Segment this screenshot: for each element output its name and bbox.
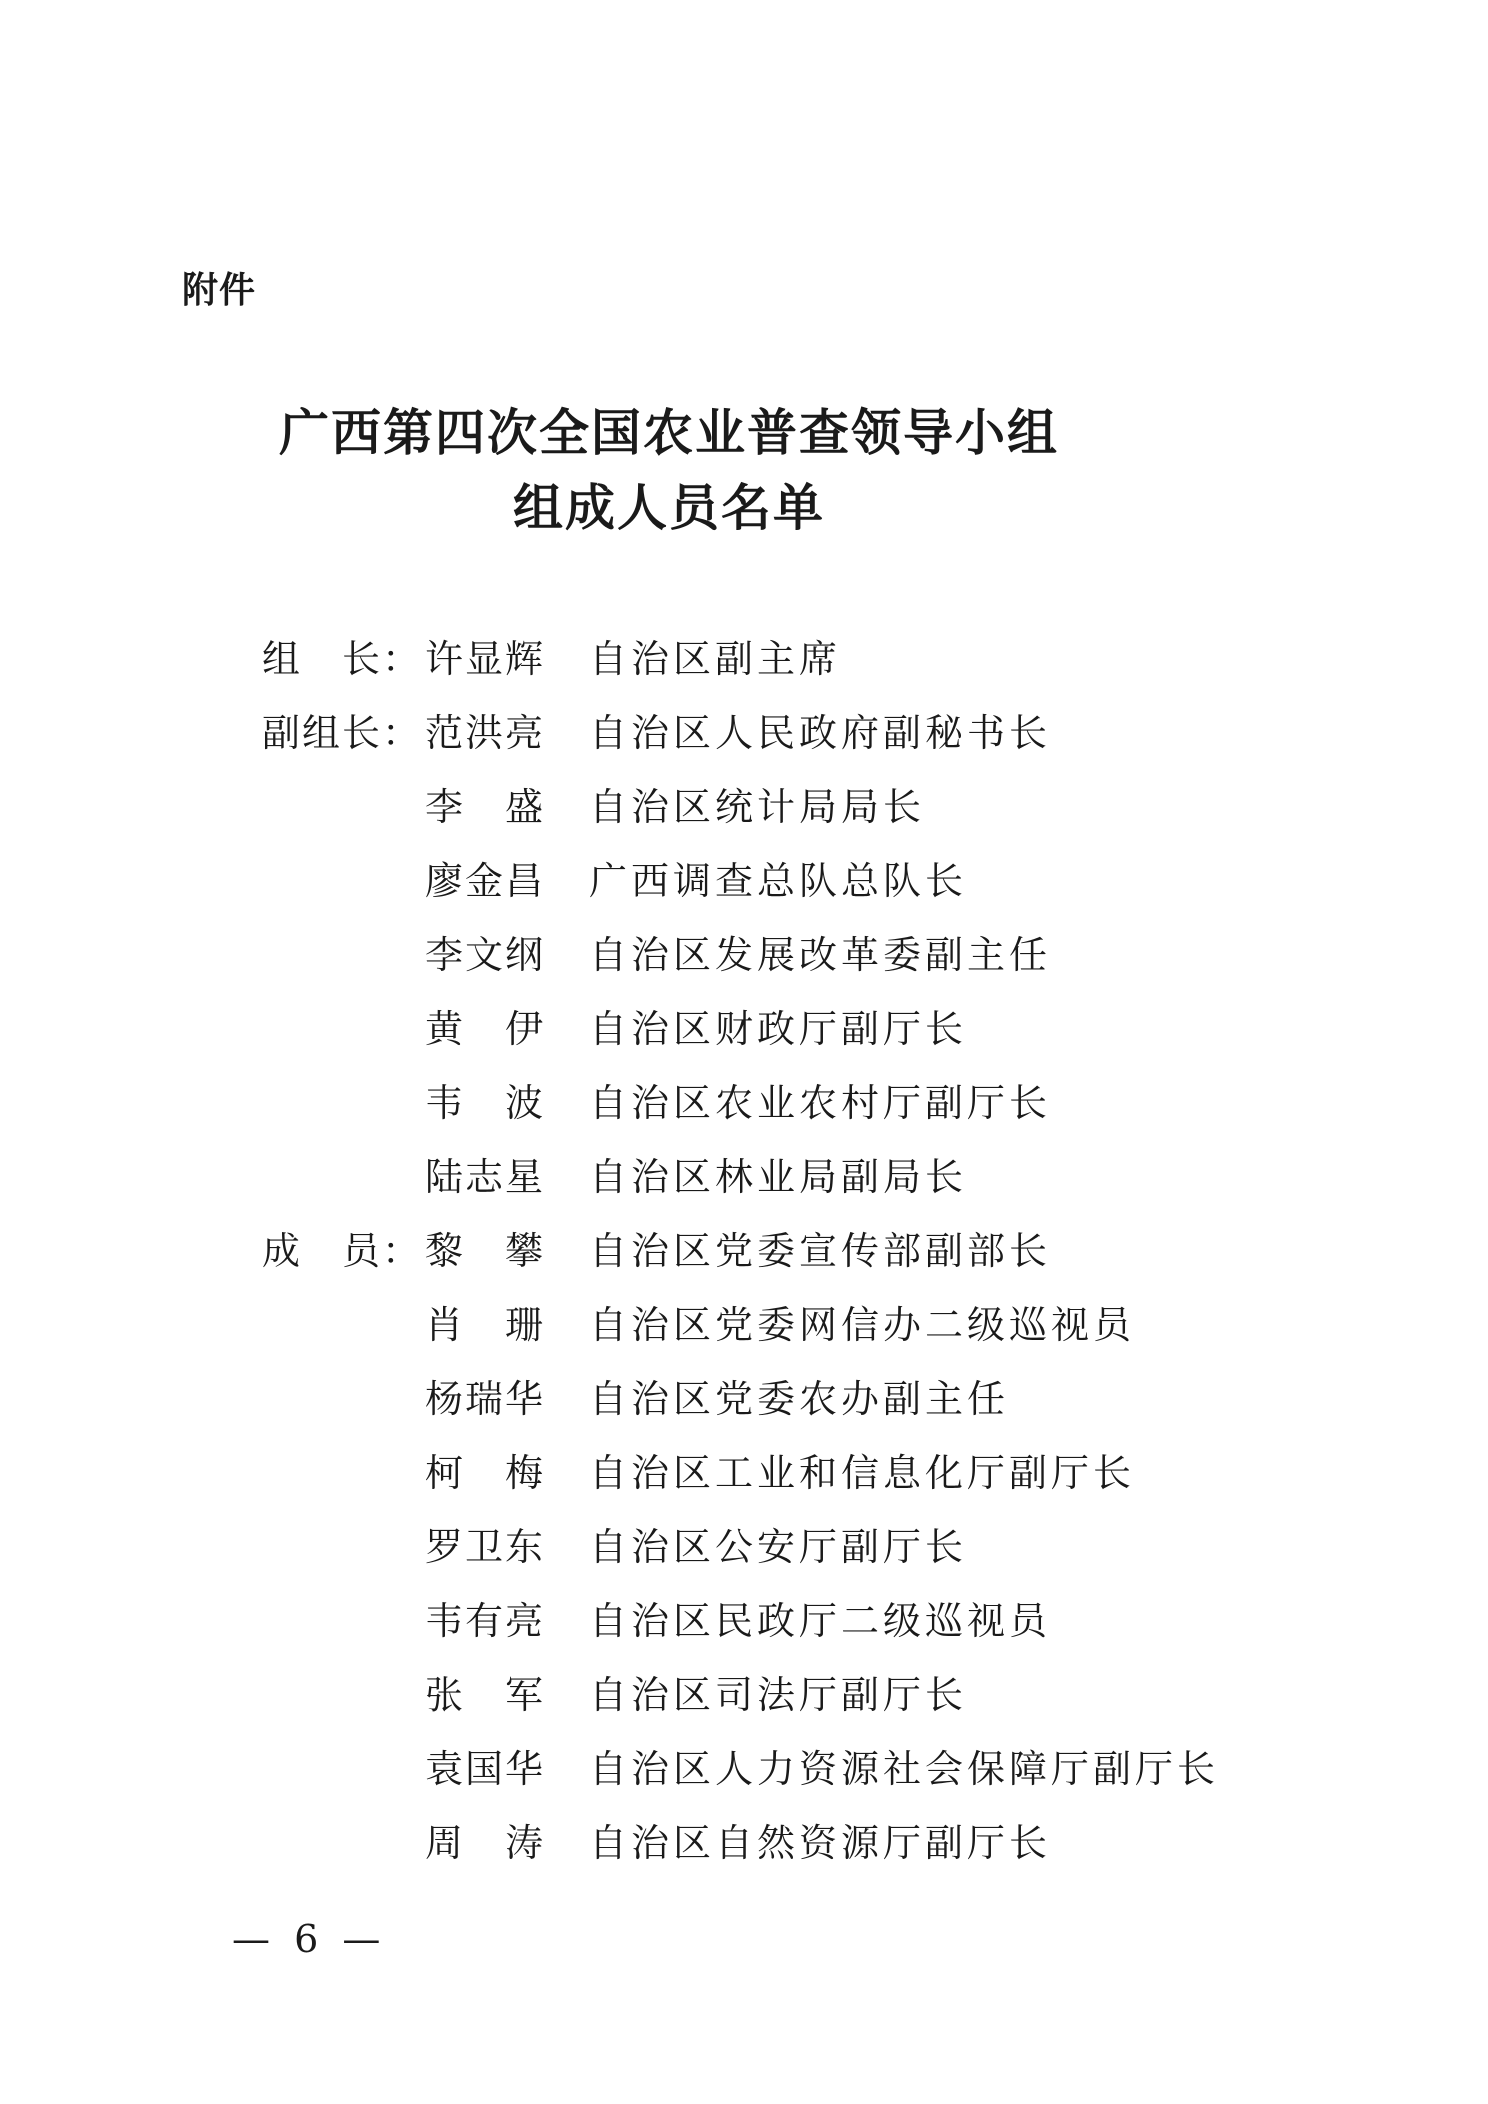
member-row [262, 1584, 1262, 1658]
member-row [262, 1362, 1262, 1436]
member-row [262, 696, 1262, 770]
member-name: 范洪亮 [425, 711, 546, 755]
member-position: 自治区党委网信办二级巡视员 [589, 1303, 1136, 1347]
member-row [262, 622, 1262, 696]
member-position: 自治区公安厅副厅长 [589, 1525, 968, 1569]
member-position: 自治区副主席 [589, 637, 842, 681]
member-name: 韦 波 [425, 1081, 546, 1125]
member-name: 许显辉 [425, 637, 546, 681]
member-name: 周 涛 [425, 1821, 546, 1865]
member-row [262, 1436, 1262, 1510]
member-row [262, 1732, 1262, 1806]
member-name: 肖 珊 [425, 1303, 546, 1347]
member-position: 自治区党委农办副主任 [589, 1377, 1010, 1421]
member-position: 自治区财政厅副厅长 [589, 1007, 968, 1051]
member-position: 自治区统计局局长 [589, 785, 926, 829]
member-position: 自治区人力资源社会保障厅副厅长 [589, 1747, 1220, 1791]
member-row [262, 1658, 1262, 1732]
member-position: 自治区农业农村厅副厅长 [589, 1081, 1052, 1125]
member-name: 杨瑞华 [425, 1377, 546, 1421]
member-name: 黎 攀 [425, 1229, 546, 1273]
member-name: 李 盛 [425, 785, 546, 829]
member-position: 自治区自然资源厅副厅长 [589, 1821, 1052, 1865]
member-role: 组 长： [262, 637, 423, 681]
member-position: 自治区林业局副局长 [589, 1155, 968, 1199]
attachment-label: 附件 [182, 270, 257, 311]
member-row [262, 1214, 1262, 1288]
member-row [262, 1066, 1262, 1140]
member-row [262, 918, 1262, 992]
member-name: 陆志星 [425, 1155, 546, 1199]
member-position: 自治区工业和信息化厅副厅长 [589, 1451, 1136, 1495]
member-name: 李文纲 [425, 933, 546, 977]
member-name: 袁国华 [425, 1747, 546, 1791]
member-row [262, 1806, 1262, 1880]
member-position: 广西调查总队总队长 [589, 859, 968, 903]
page-number: — 6 — [232, 1917, 387, 1961]
member-name: 黄 伊 [425, 1007, 546, 1051]
member-name: 柯 梅 [425, 1451, 546, 1495]
member-position: 自治区司法厅副厅长 [589, 1673, 968, 1717]
member-name: 张 军 [425, 1673, 546, 1717]
member-role: 成 员： [262, 1229, 423, 1273]
member-row [262, 844, 1262, 918]
member-position: 自治区党委宣传部副部长 [589, 1229, 1052, 1273]
member-position: 自治区民政厅二级巡视员 [589, 1599, 1052, 1643]
document-title-line-2: 组成人员名单 [513, 478, 825, 537]
member-row [262, 1510, 1262, 1584]
member-role: 副组长： [262, 711, 423, 755]
member-name: 罗卫东 [425, 1525, 546, 1569]
member-row [262, 1140, 1262, 1214]
member-name: 廖金昌 [425, 859, 546, 903]
member-position: 自治区发展改革委副主任 [589, 933, 1052, 977]
member-row [262, 992, 1262, 1066]
member-position: 自治区人民政府副秘书长 [589, 711, 1052, 755]
member-list [262, 622, 1262, 1880]
member-name: 韦有亮 [425, 1599, 546, 1643]
document-title-line-1: 广西第四次全国农业普查领导小组 [279, 403, 1059, 462]
member-row [262, 1288, 1262, 1362]
member-row [262, 770, 1262, 844]
